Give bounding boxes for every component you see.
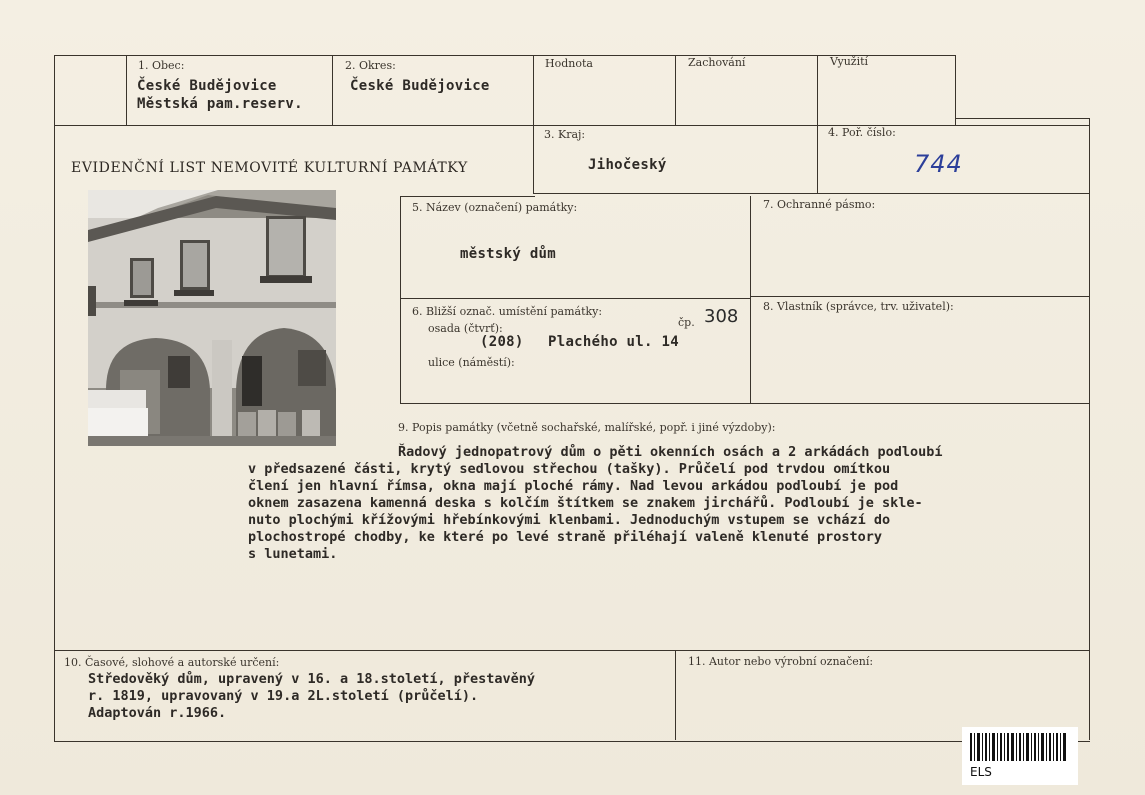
casove-label: 10. Časové, slohové a autorské určení: (64, 656, 280, 669)
cp-label: čp. (678, 316, 695, 329)
rule (675, 55, 676, 125)
popis-line: v předsazené části, krytý sedlovou střechou (tašky). Průčelí pod trvdou omítkou (248, 461, 891, 477)
osada-value: (208) (480, 334, 524, 350)
rule (400, 403, 1089, 404)
street-value: Plachého ul. 14 (548, 334, 679, 350)
rule (54, 55, 956, 56)
ochranne-pasmo-label: 7. Ochranné pásmo: (763, 198, 876, 211)
building-photo (88, 190, 336, 446)
rule (750, 196, 751, 404)
rule (54, 55, 55, 742)
popis-line: člení jen hlavní římsa, okna mají ploché rámy. Nad levou arkádou podloubí je pod (248, 478, 899, 494)
rule (675, 650, 676, 740)
barcode-sticker (962, 727, 1078, 785)
blizsi-label: 6. Bližší označ. umístění památky: (412, 305, 603, 318)
nazev-value: městský dům (460, 246, 557, 262)
okres-label: 2. Okres: (345, 59, 396, 72)
rule (54, 741, 1090, 742)
osada-label: osada (čtvrť): (428, 322, 503, 335)
zachovani-label: Zachování (688, 56, 746, 69)
autor-label: 11. Autor nebo výrobní označení: (688, 655, 874, 668)
ulice-label: ulice (náměstí): (428, 356, 515, 369)
por-cislo-value: 744 (914, 150, 963, 178)
obec-label: 1. Obec: (138, 59, 185, 72)
rule (955, 55, 956, 125)
nazev-label: 5. Název (označení) památky: (412, 201, 578, 214)
barcode-text: ELS (970, 765, 992, 779)
okres-value: České Budějovice (350, 78, 490, 94)
rule (54, 125, 1090, 126)
vyuziti-label: Využití (830, 55, 869, 68)
rule (400, 196, 401, 404)
barcode-icon (962, 727, 1078, 767)
casove-line: Středověký dům, upravený v 16. a 18.století, přestavěný (88, 671, 536, 687)
cp-value: 308 (704, 306, 739, 327)
hodnota-label: Hodnota (545, 57, 593, 70)
rule (955, 118, 1089, 119)
popis-label: 9. Popis památky (včetně sochařské, malířské, popř. i jiné výzdoby): (398, 421, 776, 434)
rule (332, 55, 333, 125)
por-cislo-label: 4. Poř. číslo: (828, 126, 896, 139)
rule (400, 298, 750, 299)
form-title: EVIDENČNÍ LIST NEMOVITÉ KULTURNÍ PAMÁTKY (71, 160, 468, 176)
popis-line: Řadový jednopatrový dům o pěti okenních osách a 2 arkádách podloubí (398, 444, 943, 460)
popis-line: s lunetami. (248, 546, 338, 562)
rule (1089, 118, 1090, 740)
kraj-label: 3. Kraj: (544, 128, 586, 141)
rule (54, 650, 1090, 651)
rule (533, 193, 1089, 194)
rule (750, 296, 1089, 297)
casove-line: r. 1819, upravovaný v 19.a 2L.století (průčelí). (88, 688, 479, 704)
vlastnik-label: 8. Vlastník (správce, trv. uživatel): (763, 300, 954, 313)
obec-value: České Budějovice (137, 78, 277, 94)
kraj-value: Jihočeský (588, 157, 667, 173)
casove-line: Adaptován r.1966. (88, 705, 227, 721)
rule (533, 55, 534, 193)
rule (126, 55, 127, 125)
popis-line: plochostropé chodby, ke které po levé straně přiléhají valeně klenuté prostory (248, 529, 882, 545)
obec-value-2: Městská pam.reserv. (137, 96, 303, 112)
rule (400, 196, 535, 197)
popis-line: nuto plochými křížovými hřebínkovými klenbami. Jednoduchým vstupem se vchází do (248, 512, 891, 528)
rule (817, 55, 818, 193)
popis-line: oknem zasazena kamenná deska s kolčím štítkem se znakem jirchářů. Podloubí je skle- (248, 495, 923, 511)
